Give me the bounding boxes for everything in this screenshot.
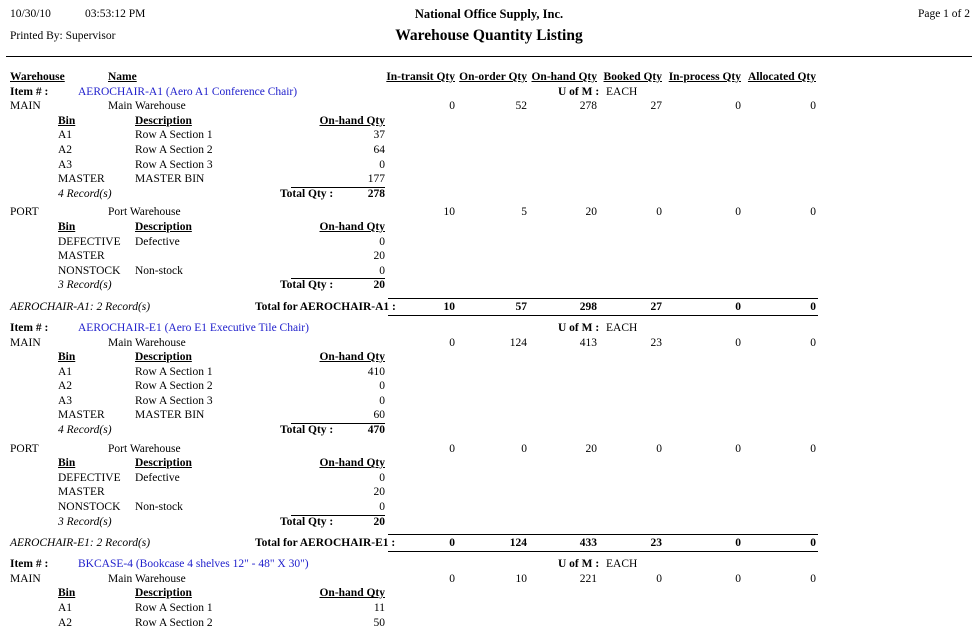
bin-total-row bbox=[0, 515, 978, 530]
bin-total-qty: 278 bbox=[367, 187, 385, 200]
bin-row bbox=[0, 264, 978, 279]
bin-total-qty: 470 bbox=[367, 424, 385, 437]
bin-code: A3 bbox=[58, 394, 73, 407]
bin-header-row bbox=[0, 114, 978, 129]
warehouse-row bbox=[0, 336, 978, 351]
bin-header-row bbox=[0, 456, 978, 471]
on-order-qty: 124 bbox=[509, 336, 527, 349]
bin-header-row bbox=[0, 586, 978, 601]
uofm-label: U of M : bbox=[558, 321, 600, 334]
on-order-qty: 5 bbox=[521, 206, 527, 219]
bin-row bbox=[0, 379, 978, 394]
bin-description: Row A Section 1 bbox=[135, 129, 213, 142]
total-on-order-qty: 57 bbox=[515, 300, 527, 313]
on-order-qty: 52 bbox=[515, 100, 527, 113]
in-transit-col-header: In-transit Qty bbox=[386, 71, 455, 83]
item-total-label: Total for AEROCHAIR-E1 : bbox=[255, 537, 396, 550]
bin-code: DEFECTIVE bbox=[58, 235, 121, 248]
bin-code: DEFECTIVE bbox=[58, 471, 121, 484]
warehouse-code: PORT bbox=[10, 442, 39, 455]
item-row bbox=[0, 85, 978, 100]
warehouse-row bbox=[0, 99, 978, 114]
bin-code: NONSTOCK bbox=[58, 264, 121, 277]
booked-qty: 23 bbox=[650, 336, 662, 349]
allocated-qty: 0 bbox=[810, 100, 816, 113]
description-col-header: Description bbox=[135, 351, 192, 364]
bin-description: Row A Section 1 bbox=[135, 365, 213, 378]
allocated-qty: 0 bbox=[810, 442, 816, 455]
description-col-header: Description bbox=[135, 114, 192, 127]
uofm-label: U of M : bbox=[558, 85, 600, 98]
booked-qty: 27 bbox=[650, 100, 662, 113]
warehouse-row bbox=[0, 442, 978, 457]
bin-record-count: 3 Record(s) bbox=[58, 515, 112, 528]
bin-description: MASTER BIN bbox=[135, 173, 205, 186]
warehouse-name: Port Warehouse bbox=[108, 442, 181, 455]
bin-qty: 410 bbox=[367, 365, 385, 378]
bin-qty: 0 bbox=[379, 394, 385, 407]
company-name: National Office Supply, Inc. bbox=[414, 7, 564, 21]
total-allocated-qty: 0 bbox=[810, 300, 816, 313]
on-hand-qty: 278 bbox=[579, 100, 597, 113]
bin-row bbox=[0, 394, 978, 409]
bin-header-row bbox=[0, 220, 978, 235]
warehouse-col-header: Warehouse bbox=[10, 71, 65, 83]
bin-qty: 11 bbox=[373, 602, 385, 614]
bin-description: Row A Section 2 bbox=[135, 380, 213, 393]
bin-row bbox=[0, 471, 978, 486]
bin-record-count: 4 Record(s) bbox=[58, 424, 112, 437]
bin-row bbox=[0, 500, 978, 515]
bin-total-row bbox=[0, 423, 978, 438]
booked-qty: 0 bbox=[656, 572, 662, 585]
in-transit-qty: 10 bbox=[443, 206, 455, 219]
bin-qty: 0 bbox=[379, 501, 385, 514]
bin-onhand-col-header: On-hand Qty bbox=[319, 457, 385, 470]
bin-qty: 50 bbox=[373, 616, 385, 629]
warehouse-row bbox=[0, 205, 978, 220]
bin-code: MASTER bbox=[58, 486, 105, 499]
total-on-order-qty: 124 bbox=[509, 537, 527, 550]
bin-total-row bbox=[0, 278, 978, 293]
bin-header-row bbox=[0, 350, 978, 365]
bin-onhand-col-header: On-hand Qty bbox=[319, 587, 385, 600]
booked-qty: 0 bbox=[656, 442, 662, 455]
on-hand-qty: 20 bbox=[585, 442, 597, 455]
bin-code: A1 bbox=[58, 129, 73, 142]
on-hand-qty: 221 bbox=[579, 572, 597, 585]
bin-record-count: 3 Record(s) bbox=[58, 279, 112, 292]
bin-row bbox=[0, 485, 978, 500]
bin-code: MASTER bbox=[58, 409, 105, 422]
bin-qty: 60 bbox=[373, 409, 385, 422]
warehouse-code: MAIN bbox=[10, 100, 41, 113]
in-transit-qty: 0 bbox=[449, 572, 455, 585]
bin-description: Row A Section 2 bbox=[135, 143, 213, 156]
bin-qty: 20 bbox=[373, 250, 385, 263]
bin-row bbox=[0, 365, 978, 380]
total-qty-label: Total Qty : bbox=[280, 279, 334, 292]
print-time: 03:53:12 PM bbox=[85, 8, 146, 20]
allocated-qty: 0 bbox=[810, 572, 816, 585]
uofm-value: EACH bbox=[606, 85, 638, 98]
bin-qty: 0 bbox=[379, 158, 385, 171]
allocated-qty: 0 bbox=[810, 336, 816, 349]
item-record-count: AEROCHAIR-E1: 2 Record(s) bbox=[10, 537, 151, 550]
bin-qty: 0 bbox=[379, 380, 385, 393]
bin-description: MASTER BIN bbox=[135, 409, 205, 422]
bin-total-row bbox=[0, 187, 978, 202]
bin-description: Row A Section 1 bbox=[135, 602, 213, 614]
description-col-header: Description bbox=[135, 587, 192, 600]
item-row bbox=[0, 557, 978, 572]
bin-description: Row A Section 3 bbox=[135, 158, 213, 171]
bin-description: Non-stock bbox=[135, 501, 183, 514]
in-transit-qty: 0 bbox=[449, 442, 455, 455]
warehouse-name: Port Warehouse bbox=[108, 206, 181, 219]
bin-row bbox=[0, 235, 978, 250]
total-qty-label: Total Qty : bbox=[280, 515, 334, 528]
in-transit-qty: 0 bbox=[449, 336, 455, 349]
bin-row bbox=[0, 158, 978, 173]
bin-description: Row A Section 3 bbox=[135, 394, 213, 407]
total-in-process-qty: 0 bbox=[735, 300, 741, 313]
bin-code: A2 bbox=[58, 380, 73, 393]
bin-qty: 0 bbox=[379, 235, 385, 248]
description-col-header: Description bbox=[135, 220, 192, 233]
bin-code: A2 bbox=[58, 616, 73, 629]
bin-col-header: Bin bbox=[58, 351, 76, 364]
bin-row bbox=[0, 143, 978, 158]
name-col-header: Name bbox=[108, 71, 137, 83]
warehouse-code: MAIN bbox=[10, 572, 41, 585]
bin-code: A1 bbox=[58, 602, 73, 614]
bin-onhand-col-header: On-hand Qty bbox=[319, 114, 385, 127]
on-hand-col-header: On-hand Qty bbox=[531, 71, 597, 83]
warehouse-code: MAIN bbox=[10, 336, 41, 349]
bin-code: MASTER bbox=[58, 250, 105, 263]
bin-col-header: Bin bbox=[58, 220, 76, 233]
printed-by: Printed By: Supervisor bbox=[10, 30, 116, 42]
allocated-col-header: Allocated Qty bbox=[747, 71, 816, 83]
total-qty-label: Total Qty : bbox=[280, 424, 334, 437]
bin-qty: 177 bbox=[367, 173, 385, 186]
warehouse-name: Main Warehouse bbox=[108, 100, 186, 113]
bin-code: NONSTOCK bbox=[58, 501, 121, 514]
bin-col-header: Bin bbox=[58, 587, 76, 600]
bin-qty: 20 bbox=[373, 486, 385, 499]
in-process-qty: 0 bbox=[735, 206, 741, 219]
in-process-qty: 0 bbox=[735, 572, 741, 585]
item-number-label: Item # : bbox=[10, 321, 49, 334]
bin-row bbox=[0, 408, 978, 423]
in-process-qty: 0 bbox=[735, 336, 741, 349]
total-on-hand-qty: 298 bbox=[579, 300, 597, 313]
on-order-qty: 0 bbox=[521, 442, 527, 455]
bin-col-header: Bin bbox=[58, 114, 76, 127]
total-in-transit-qty: 10 bbox=[443, 300, 455, 313]
booked-col-header: Booked Qty bbox=[603, 71, 662, 83]
warehouse-name: Main Warehouse bbox=[108, 572, 186, 585]
bin-code: MASTER bbox=[58, 173, 105, 186]
warehouse-code: PORT bbox=[10, 206, 39, 219]
bin-row bbox=[0, 249, 978, 264]
total-booked-qty: 27 bbox=[650, 300, 662, 313]
bin-qty: 37 bbox=[373, 129, 385, 142]
on-order-col-header: On-order Qty bbox=[459, 71, 527, 83]
booked-qty: 0 bbox=[656, 206, 662, 219]
uofm-value: EACH bbox=[606, 558, 638, 571]
bin-total-qty: 20 bbox=[373, 279, 385, 292]
on-order-qty: 10 bbox=[515, 572, 527, 585]
column-header-row bbox=[0, 70, 978, 85]
total-in-process-qty: 0 bbox=[735, 537, 741, 550]
on-hand-qty: 20 bbox=[585, 206, 597, 219]
item-record-count: AEROCHAIR-A1: 2 Record(s) bbox=[10, 300, 151, 313]
bin-onhand-col-header: On-hand Qty bbox=[319, 220, 385, 233]
header-divider bbox=[6, 56, 972, 57]
item-summary-row bbox=[0, 534, 978, 552]
bin-code: A3 bbox=[58, 158, 73, 171]
bin-qty: 0 bbox=[379, 471, 385, 484]
bin-description: Defective bbox=[135, 235, 180, 248]
total-in-transit-qty: 0 bbox=[449, 537, 455, 550]
in-process-qty: 0 bbox=[735, 100, 741, 113]
in-transit-qty: 0 bbox=[449, 100, 455, 113]
bin-record-count: 4 Record(s) bbox=[58, 187, 112, 200]
item-number-label: Item # : bbox=[10, 85, 49, 98]
total-on-hand-qty: 433 bbox=[579, 537, 597, 550]
bin-row bbox=[0, 172, 978, 187]
total-allocated-qty: 0 bbox=[810, 537, 816, 550]
bin-qty: 0 bbox=[379, 264, 385, 277]
uofm-value: EACH bbox=[606, 321, 638, 334]
bin-row bbox=[0, 128, 978, 143]
total-booked-qty: 23 bbox=[650, 537, 662, 550]
bin-code: A2 bbox=[58, 143, 73, 156]
bin-row bbox=[0, 616, 978, 631]
bin-description: Defective bbox=[135, 471, 180, 484]
bin-col-header: Bin bbox=[58, 457, 76, 470]
warehouse-row bbox=[0, 572, 978, 587]
bin-description: Row A Section 2 bbox=[135, 616, 213, 629]
page-number: Page 1 of 2 bbox=[917, 8, 970, 20]
bin-onhand-col-header: On-hand Qty bbox=[319, 351, 385, 364]
in-process-qty: 0 bbox=[735, 442, 741, 455]
total-qty-label: Total Qty : bbox=[280, 187, 334, 200]
bin-code: A1 bbox=[58, 365, 73, 378]
bin-total-qty: 20 bbox=[373, 515, 385, 528]
uofm-label: U of M : bbox=[558, 558, 600, 571]
allocated-qty: 0 bbox=[810, 206, 816, 219]
print-date: 10/30/10 bbox=[10, 8, 51, 20]
on-hand-qty: 413 bbox=[579, 336, 597, 349]
item-number-label: Item # : bbox=[10, 558, 49, 571]
description-col-header: Description bbox=[135, 457, 192, 470]
item-summary-row bbox=[0, 298, 978, 316]
report-body bbox=[0, 85, 978, 631]
item-link[interactable]: BKCASE-4 (Bookcase 4 shelves 12" - 48" X 30") bbox=[78, 558, 309, 571]
report-title: Warehouse Quantity Listing bbox=[395, 27, 583, 44]
item-row bbox=[0, 321, 978, 336]
item-link[interactable]: AEROCHAIR-A1 (Aero A1 Conference Chair) bbox=[78, 85, 298, 98]
bin-row bbox=[0, 601, 978, 616]
bin-qty: 64 bbox=[373, 143, 385, 156]
in-process-col-header: In-process Qty bbox=[668, 71, 741, 83]
item-link[interactable]: AEROCHAIR-E1 (Aero E1 Executive Tile Chair) bbox=[78, 321, 309, 334]
report-header bbox=[0, 0, 978, 56]
warehouse-name: Main Warehouse bbox=[108, 336, 186, 349]
bin-description: Non-stock bbox=[135, 264, 183, 277]
item-total-label: Total for AEROCHAIR-A1 : bbox=[255, 300, 396, 313]
